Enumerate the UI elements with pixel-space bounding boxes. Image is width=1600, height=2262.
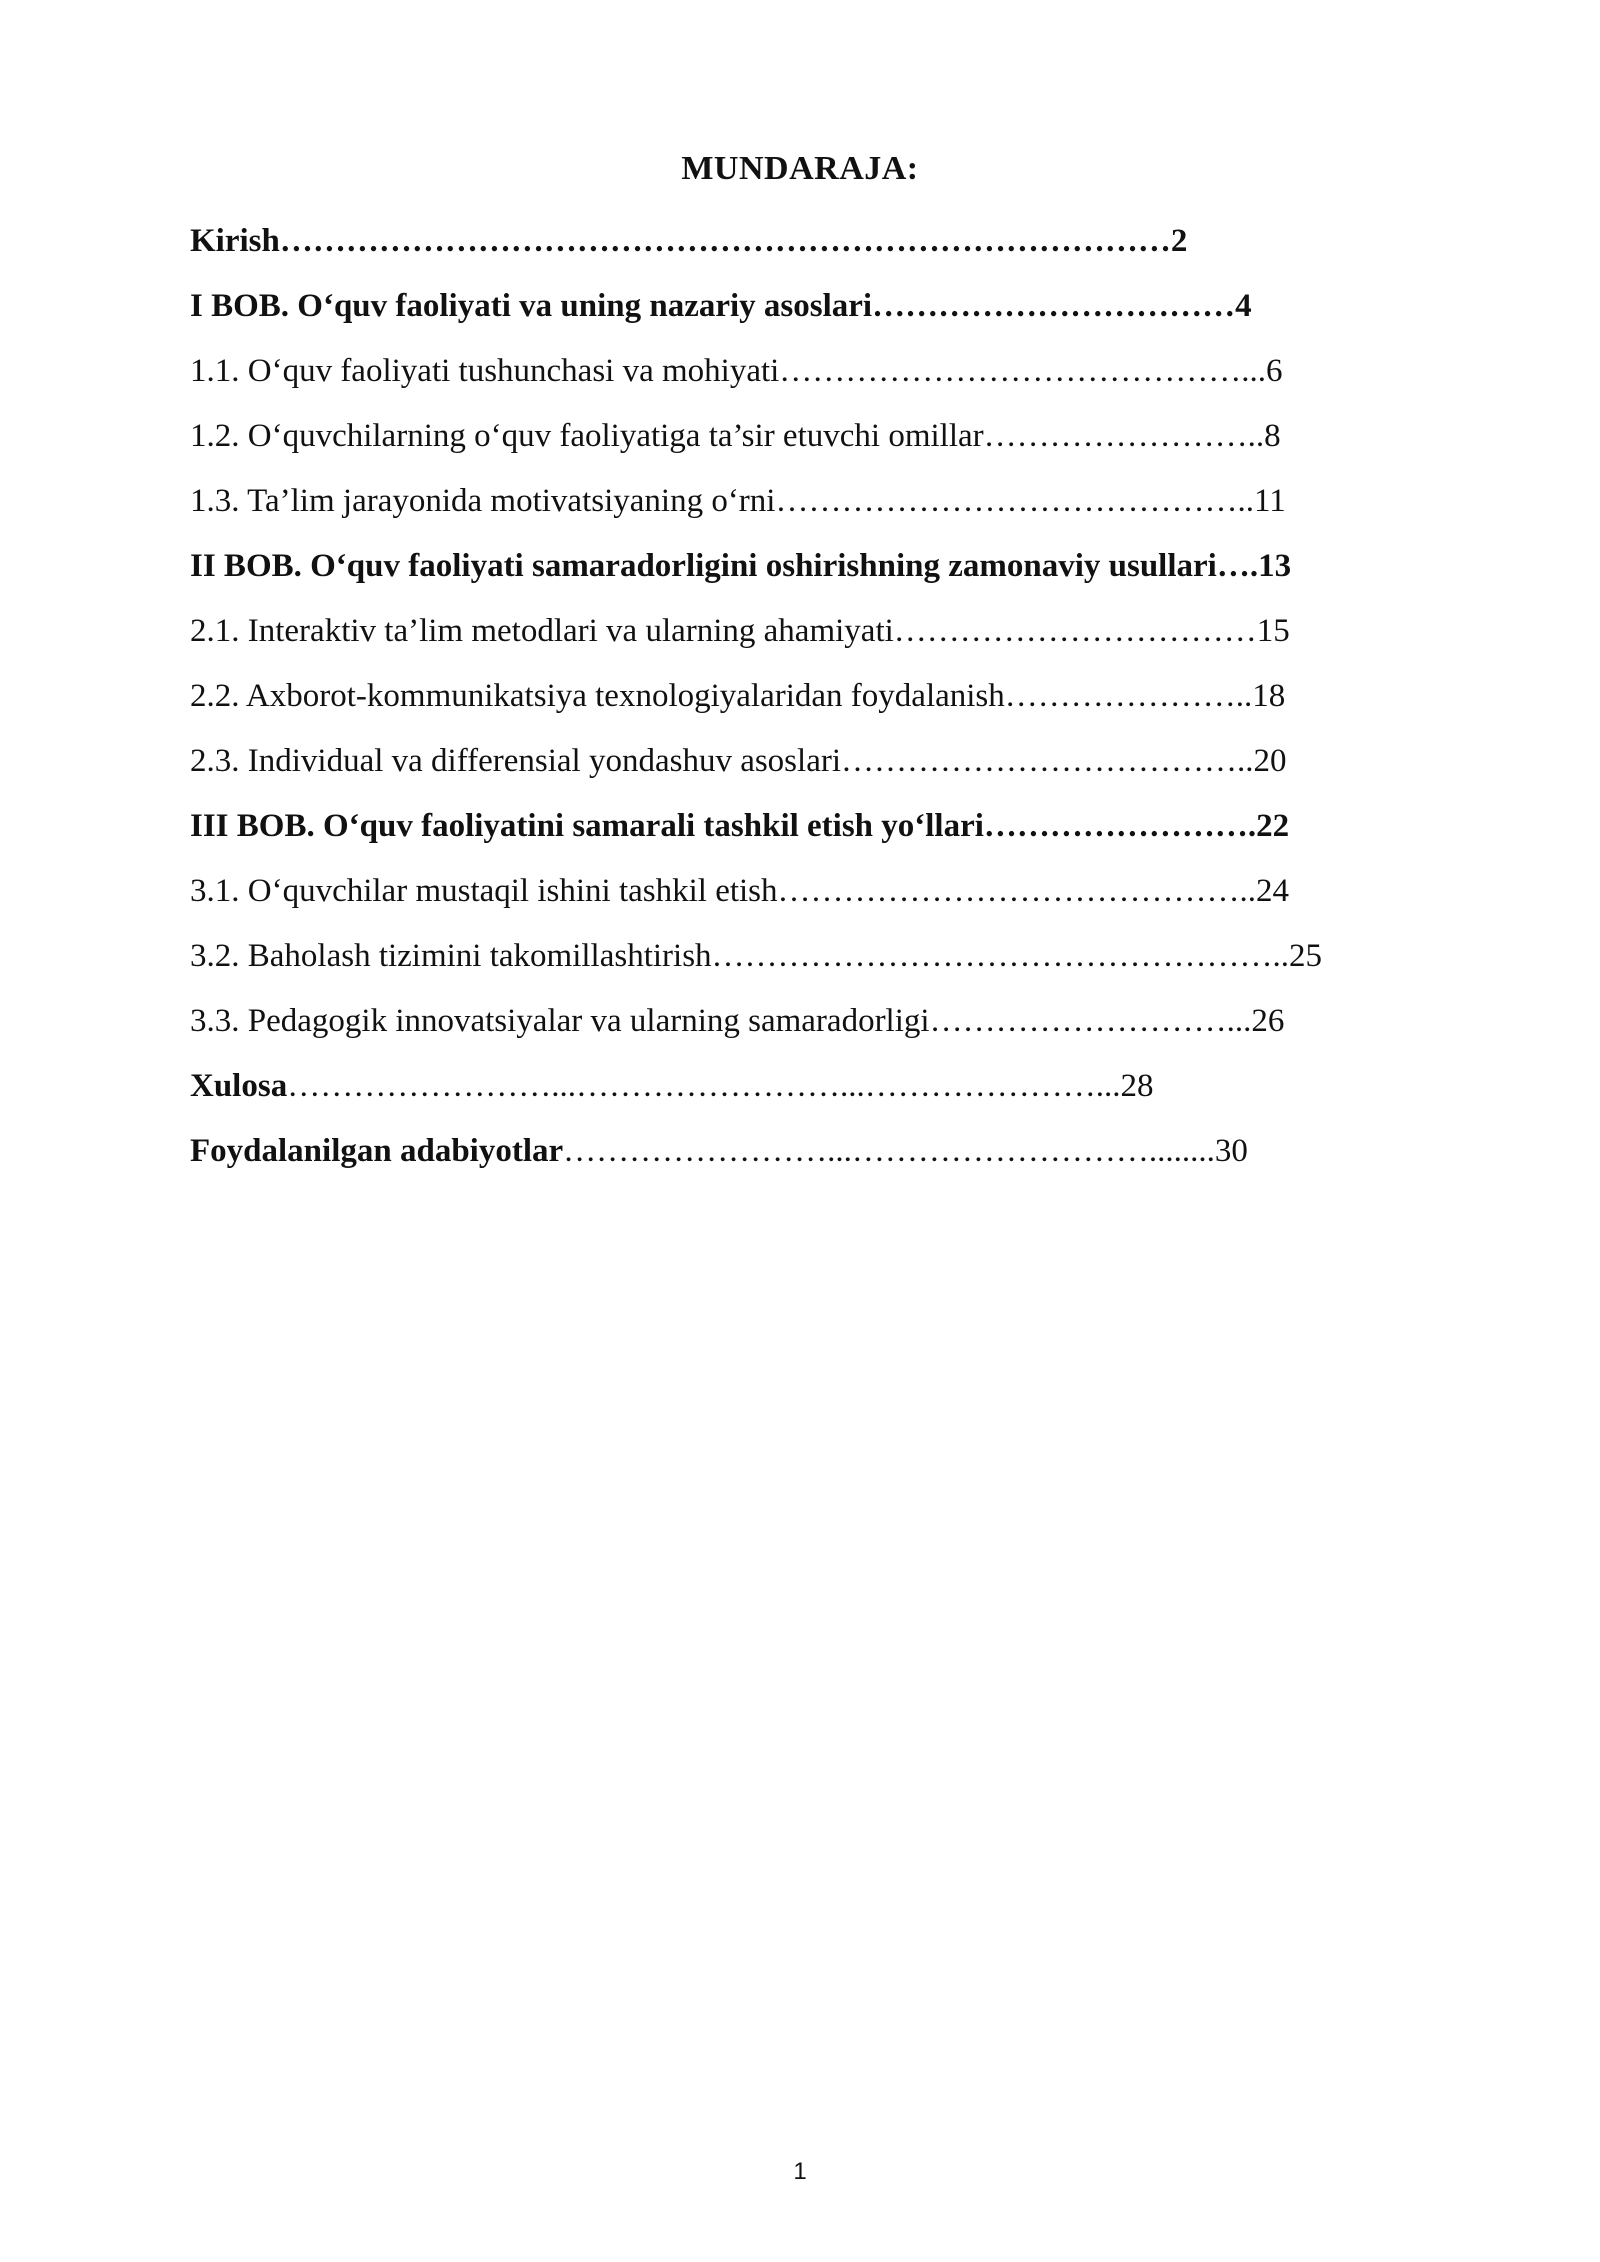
page-number: 1 <box>793 2158 807 2185</box>
toc-entry-section-2-3[interactable]: 2.3. Individual va differensial yondashuv asoslari………………………………..20 <box>190 743 1287 779</box>
toc-entry-section-3-2[interactable]: 3.2. Baholash tizimini takomillashtirish……………………………………………..25 <box>190 938 1323 974</box>
toc-entry-section-1-2[interactable]: 1.2. O‘quvchilarning o‘quv faoliyatiga ta’sir etuvchi omillar……………………..8 <box>190 418 1281 454</box>
toc-entry-section-2-1[interactable]: 2.1. Interaktiv ta’lim metodlari va ularning ahamiyati……………………………15 <box>190 613 1290 649</box>
toc-entry-chapter-3[interactable]: III BOB. O‘quv faoliyatini samarali tashkil etish yo‘llari…………………….22 <box>190 808 1290 844</box>
toc-entry-conclusion-label: Xulosa <box>190 1068 288 1104</box>
toc-entry-section-3-3[interactable]: 3.3. Pedagogik innovatsiyalar va ularning samaradorligi………………………...26 <box>190 1003 1285 1039</box>
toc-entry-references-leader: ……………………...………………………........30 <box>563 1133 1248 1169</box>
toc-entry-conclusion-leader: ……………………...……………………...…………………...28 <box>287 1068 1154 1104</box>
toc-entry-chapter-1[interactable]: I BOB. O‘quv faoliyati va uning nazariy asoslari……………………………4 <box>190 288 1252 324</box>
toc-entry-references[interactable] <box>190 1120 1450 1185</box>
toc-entry-introduction[interactable]: Kirish………………………………………………………………………2 <box>190 223 1188 259</box>
toc-entry-section-2-2[interactable]: 2.2. Axborot-kommunikatsiya texnologiyalaridan foydalanish…………………..18 <box>190 678 1286 714</box>
toc-entry-section-1-1[interactable]: 1.1. O‘quv faoliyati tushunchasi va mohiyati……………………………………...6 <box>190 353 1283 389</box>
toc-entry-references-label: Foydalanilgan adabiyotlar <box>190 1133 564 1169</box>
toc-entry-chapter-2[interactable]: II BOB. O‘quv faoliyati samaradorligini oshirishning zamonaviy usullari….13 <box>190 548 1292 584</box>
toc-entry-section-3-1[interactable]: 3.1. O‘quvchilar mustaqil ishini tashkil etish……………………………………..24 <box>190 873 1290 909</box>
toc-entry-section-1-3[interactable]: 1.3. Ta’lim jarayonida motivatsiyaning o‘rni……………………………………..11 <box>190 483 1286 519</box>
toc-title: MUNDARAJA: <box>681 150 919 187</box>
table-of-contents <box>190 210 1450 1185</box>
toc-entry-conclusion[interactable] <box>190 1055 1450 1120</box>
